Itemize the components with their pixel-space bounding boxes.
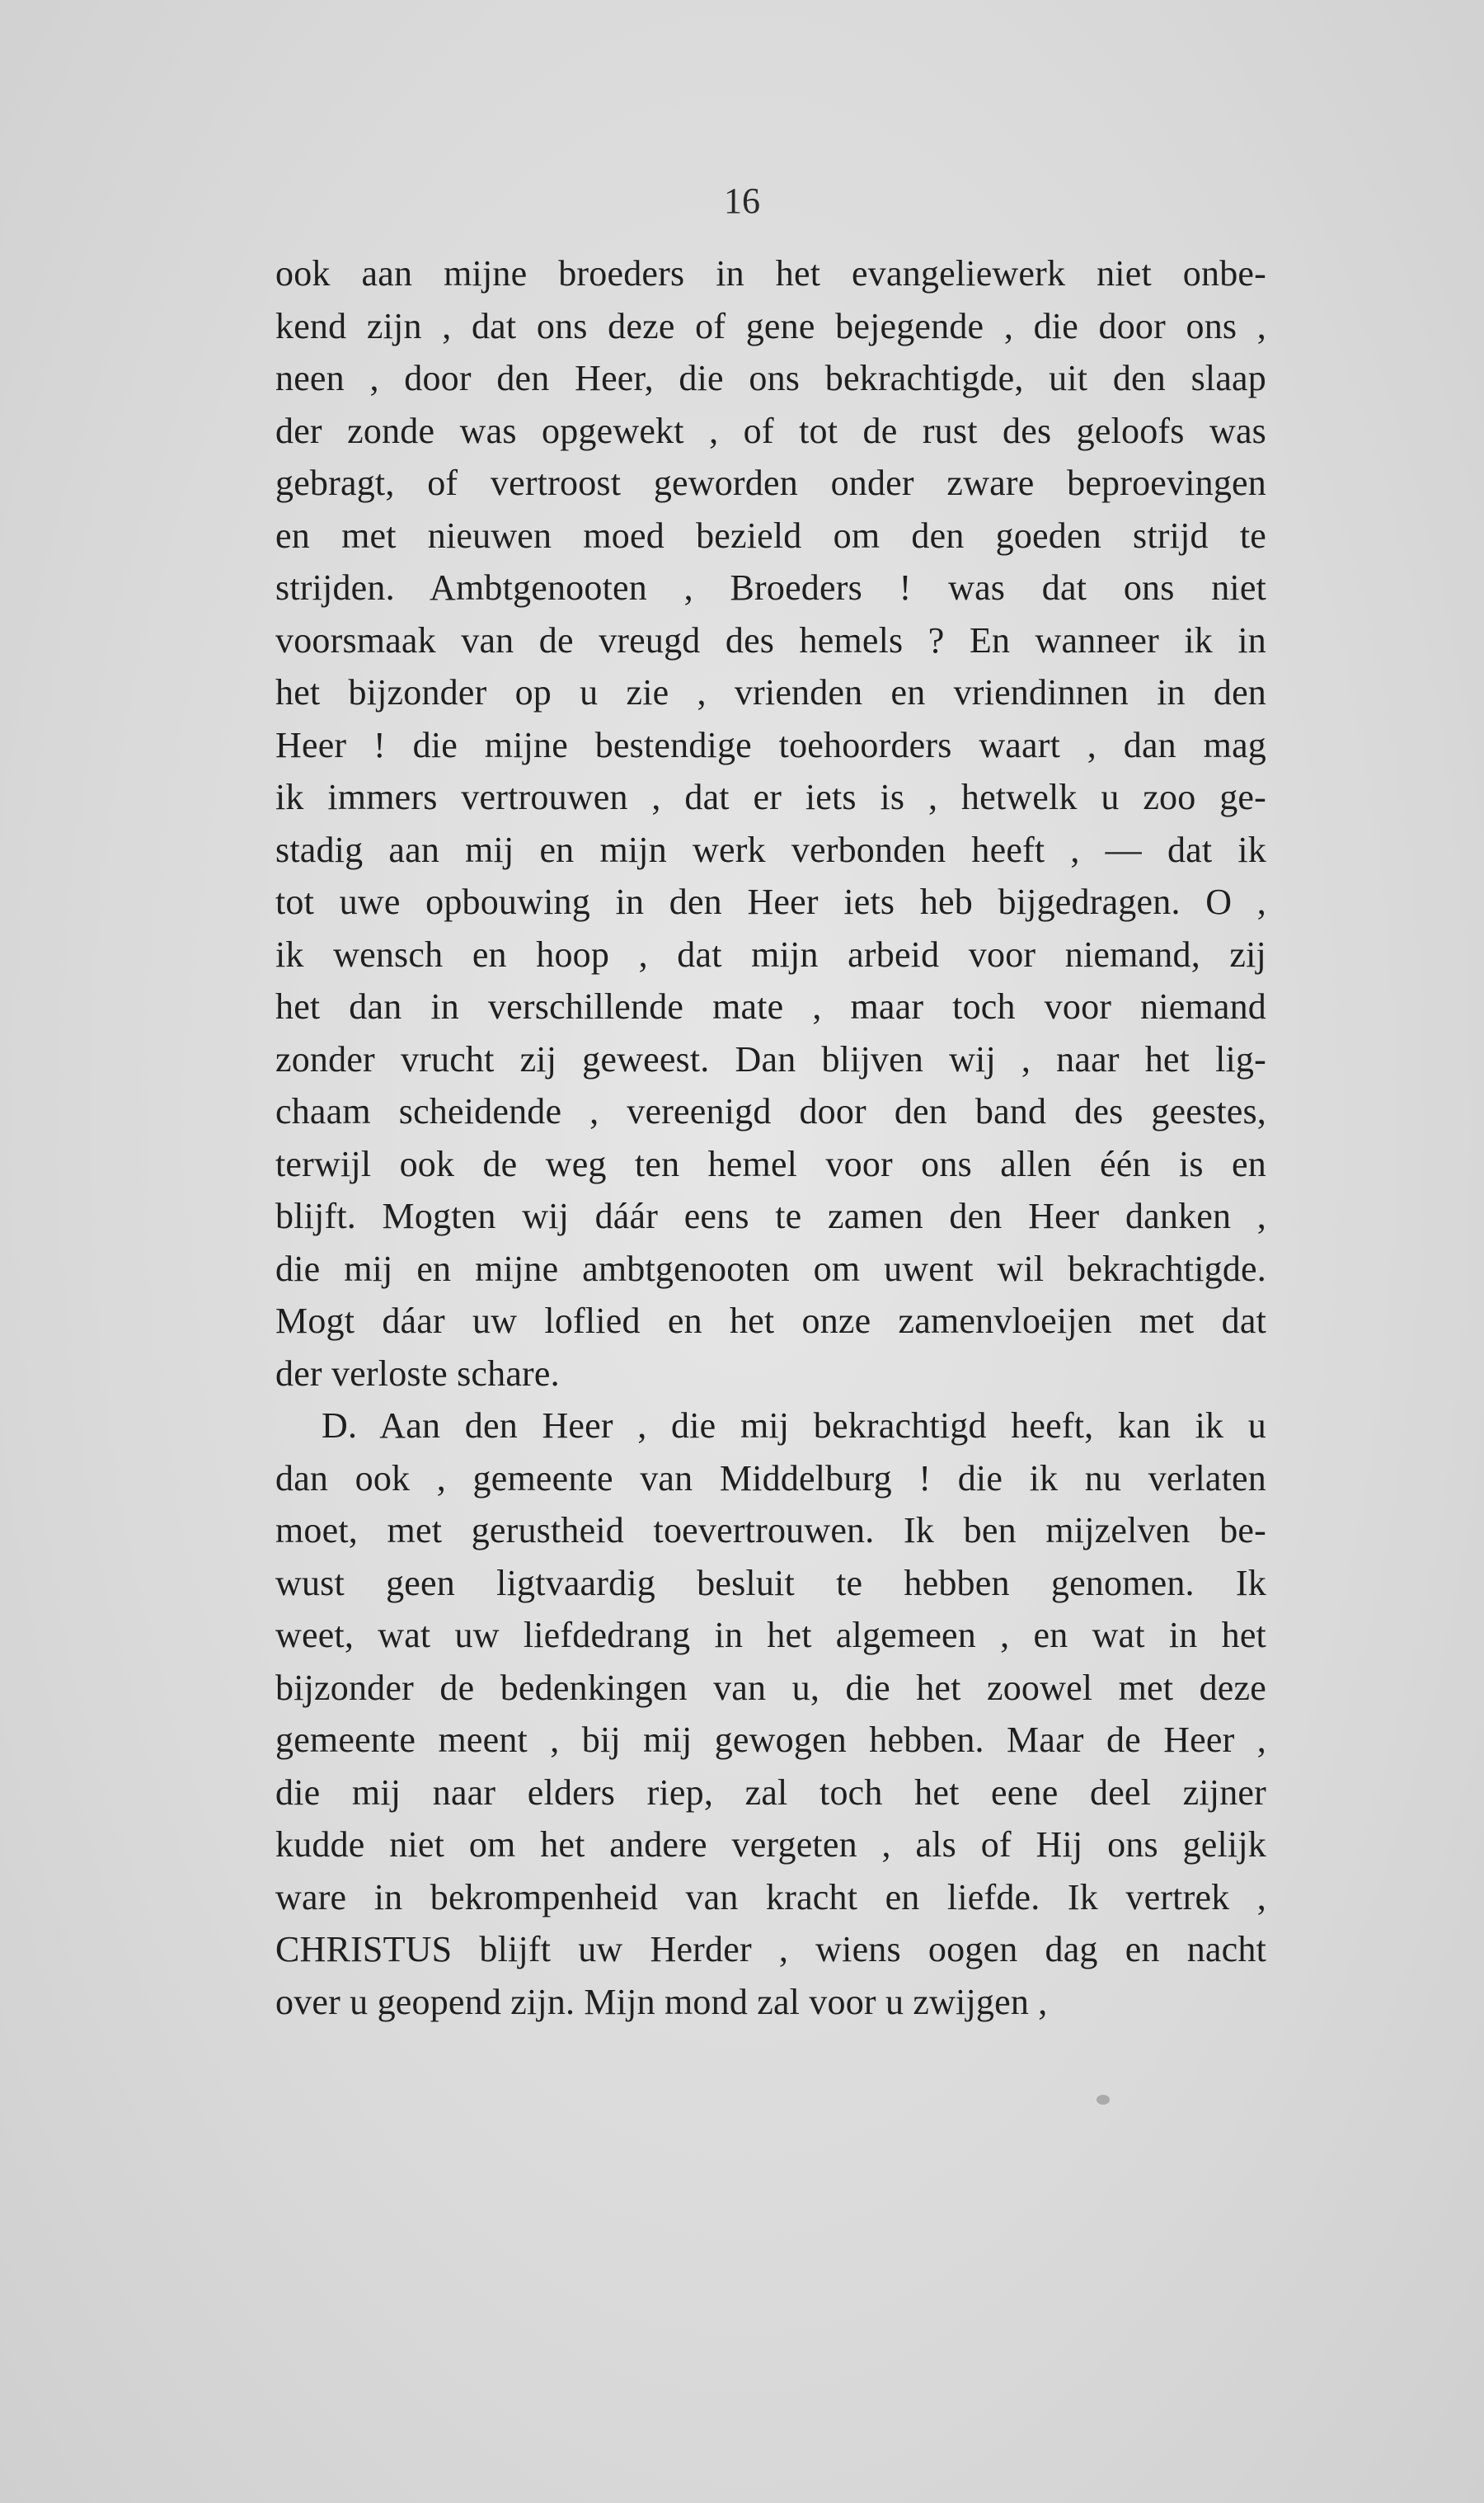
ink-smudge — [1097, 2095, 1110, 2105]
page-number: 16 — [724, 181, 760, 221]
text-line: wust geen ligtvaardig besluit te hebben genomen. Ik — [275, 1562, 1266, 1603]
text-line: der verloste schare. — [275, 1353, 560, 1394]
text-line: zonder vrucht zij geweest. Dan blijven wij , naar het lig- — [275, 1038, 1266, 1080]
text-line: der zonde was opgewekt , of tot de rust des geloofs was — [275, 410, 1266, 451]
text-line: stadig aan mij en mijn werk verbonden heeft , — dat ik — [275, 829, 1266, 870]
text-line: gemeente meent , bij mij gewogen hebben. Maar de Heer , — [275, 1720, 1266, 1760]
text-line: CHRISTUS blijft uw Herder , wiens oogen dag en nacht — [275, 1929, 1266, 1969]
text-line: Heer ! die mijne bestendige toehoorders waart , dan mag — [275, 724, 1266, 765]
text-line: strijden. Ambtgenooten , Broeders ! was dat ons niet — [275, 567, 1266, 608]
text-line: neen , door den Heer, die ons bekrachtigde, uit den slaap — [275, 358, 1266, 398]
text-line: ik wensch en hoop , dat mijn arbeid voor niemand, zij — [275, 934, 1266, 975]
text-line: die mij en mijne ambtgenooten om uwent wil bekrachtigde. — [275, 1248, 1266, 1289]
text-line: moet, met gerustheid toevertrouwen. Ik ben mijzelven be- — [275, 1510, 1266, 1550]
text-line: tot uwe opbouwing in den Heer iets heb bijgedragen. O , — [275, 882, 1266, 922]
text-line: en met nieuwen moed bezield om den goeden strijd te — [275, 515, 1266, 556]
text-line: het bijzonder op u zie , vrienden en vriendinnen in den — [275, 672, 1266, 713]
text-line: ik immers vertrouwen , dat er iets is , hetwelk u zoo ge- — [275, 777, 1266, 817]
text-line: D. Aan den Heer , die mij bekrachtigd heeft, kan ik u — [322, 1405, 1266, 1446]
text-line: blijft. Mogten wij dáár eens te zamen den Heer danken , — [275, 1196, 1266, 1236]
text-line: dan ook , gemeente van Middelburg ! die ik nu verlaten — [275, 1457, 1266, 1499]
text-line: die mij naar elders riep, zal toch het eene deel zijner — [275, 1771, 1266, 1813]
text-line: weet, wat uw liefdedrang in het algemeen , en wat in het — [275, 1615, 1266, 1655]
text-line: chaam scheidende , vereenigd door den band des geestes, — [275, 1091, 1266, 1132]
text-line: Mogt dáar uw loflied en het onze zamenvloeijen met dat — [275, 1301, 1266, 1341]
text-line: voorsmaak van de vreugd des hemels ? En wanneer ik in — [275, 619, 1266, 661]
text-line: terwijl ook de weg ten hemel voor ons allen één is en — [275, 1143, 1266, 1184]
text-line: het dan in verschillende mate , maar toch voor niemand — [275, 986, 1266, 1027]
text-line: kudde niet om het andere vergeten , als of Hij ons gelijk — [275, 1824, 1266, 1865]
text-line: over u geopend zijn. Mijn mond zal voor u zwijgen , — [275, 1981, 1048, 2022]
text-line: bijzonder de bedenkingen van u, die het zoowel met deze — [275, 1667, 1266, 1708]
text-line: gebragt, of vertroost geworden onder zware beproevingen — [275, 463, 1266, 503]
text-line: kend zijn , dat ons deze of gene bejegende , die door ons , — [275, 305, 1266, 346]
text-line: ook aan mijne broeders in het evangeliewerk niet onbe- — [275, 253, 1266, 294]
text-line: ware in bekrompenheid van kracht en liefde. Ik vertrek , — [275, 1876, 1266, 1917]
body-text — [275, 247, 1266, 2028]
